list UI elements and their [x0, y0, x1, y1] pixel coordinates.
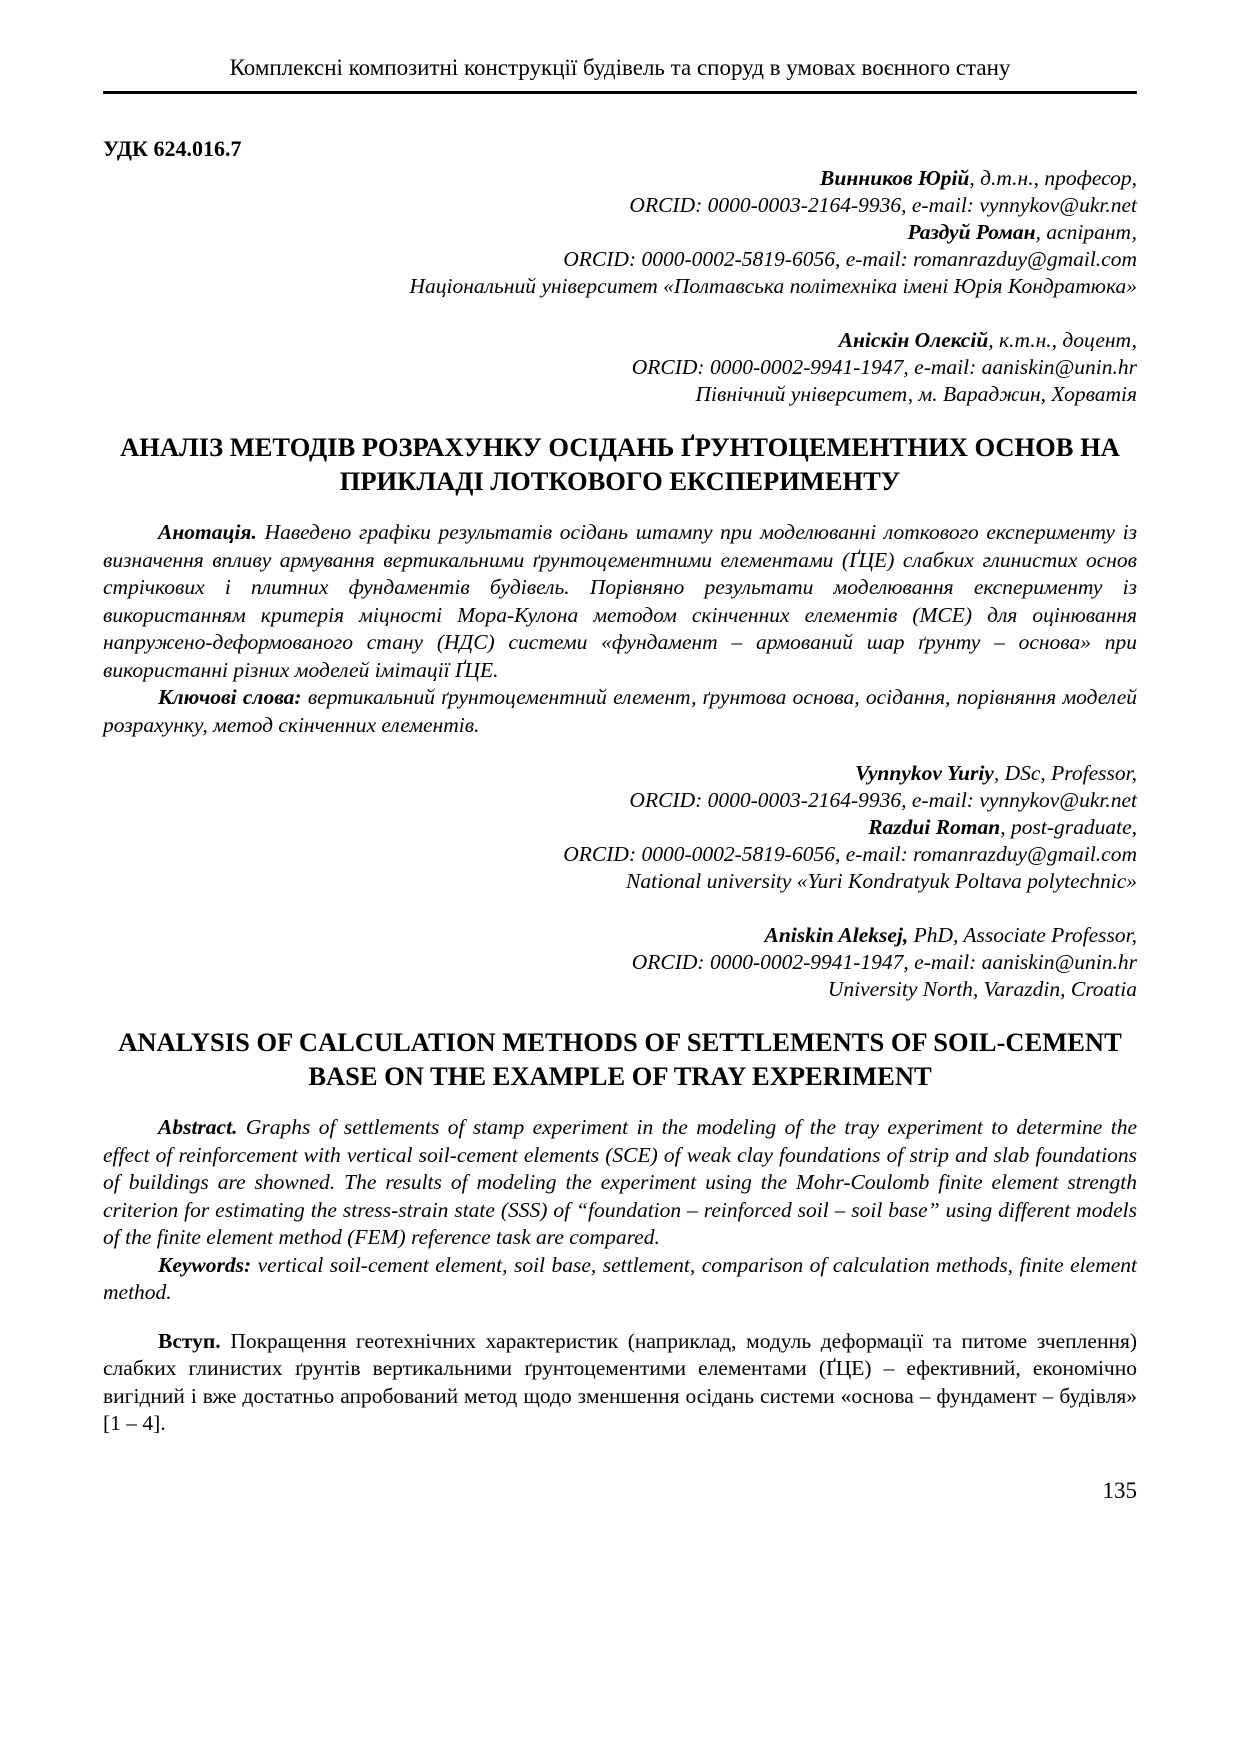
article-title-ua: АНАЛІЗ МЕТОДІВ РОЗРАХУНКУ ОСІДАНЬ ҐРУНТОЦЕМЕНТНИХ ОСНОВ НА ПРИКЛАДІ ЛОТКОВОГО ЕКСПЕРИМЕНТУ — [120, 432, 1120, 496]
affiliation-text: National university «Yuri Kondratyuk Poltava polytechnic» — [626, 869, 1137, 893]
author-orcid-line — [103, 192, 1137, 219]
affiliation-text: Національний університет «Полтавська політехніка імені Юрія Кондратюка» — [409, 274, 1137, 298]
keywords-en-lead: Keywords: — [158, 1252, 252, 1277]
abstract-ua-text: Наведено графіки результатів осідань штампу при моделюванні лоткового експерименту із визначення впливу армування вертикальними ґрунтоцементними елементами (ҐЦЕ) слабких глинистих основ стрічкових і плитних фундаментів будівель. Порівняно результати моделювання експерименту із використанням критерія міцності Мора-Кулона методом скінченних елементів (МСЕ) для оцінювання напружено-деформованого стану (НДС) системи «фундамент – армований шар ґрунту – основа» при використанні різних моделей імітації ҐЦЕ. — [103, 520, 1137, 682]
author-degree: , к.т.н., доцент, — [988, 328, 1137, 352]
introduction-lead: Вступ. — [158, 1328, 221, 1353]
author-affiliation — [103, 273, 1137, 300]
author-line — [103, 219, 1137, 246]
author-name: Razdui Roman — [868, 815, 1001, 839]
author-degree: , DSc, Professor, — [993, 761, 1137, 785]
introduction-paragraph — [103, 1328, 1137, 1438]
author-orcid-email: ORCID: 0000-0002-9941-1947, e-mail: aaniskin@unin.hr — [631, 355, 1137, 379]
author-degree: , д.т.н., професор, — [969, 166, 1137, 190]
author-orcid-line — [103, 787, 1137, 814]
affiliation-text: University North, Varazdin, Croatia — [827, 977, 1137, 1001]
author-name: Aniskin Aleksej, — [764, 923, 909, 947]
abstract-ua — [103, 519, 1137, 684]
introduction-text: Покращення геотехнічних характеристик (наприклад, модуль деформації та питоме зчеплення) слабких глинистих ґрунтів вертикальними ґрунтоцементими елементами (ҐЦЕ) – ефективний, економічно вигідний і вже достатньо апробований метод щодо зменшення осідань системи «основа – фундамент – будівля» [1 – 4]. — [103, 1328, 1137, 1435]
author-degree: , post-graduate, — [1000, 815, 1137, 839]
keywords-ua — [103, 684, 1137, 739]
author-line — [103, 814, 1137, 841]
running-head — [103, 55, 1137, 94]
abstract-ua-lead: Анотація. — [158, 520, 257, 544]
running-head-text: Комплексні композитні конструкції будівель та споруд в умовах воєнного стану — [229, 55, 1011, 80]
abstract-en-text: Graphs of settlements of stamp experiment in the modeling of the tray experiment to determine the effect of reinforcement with vertical soil-cement elements (SCE) of weak clay foundations of strip and slab foundations of buildings are showned. The results of modeling the experiment using the Mohr-Coulomb finite element strength criterion for estimating the stress-strain state (SSS) of “foundation – reinforced soil – soil base” using different models of the finite element method (FEM) reference task are compared. — [103, 1115, 1137, 1249]
author-orcid-line — [103, 246, 1137, 273]
author-affiliation — [103, 381, 1137, 408]
author-affiliation — [103, 868, 1137, 895]
authors-ua-group2 — [103, 327, 1137, 408]
author-name: Vynnykov Yuriy — [855, 761, 994, 785]
author-orcid-line — [103, 841, 1137, 868]
authors-ua-group1 — [103, 165, 1137, 300]
author-degree: PhD, Associate Professor, — [908, 923, 1137, 947]
authors-en-group1 — [103, 760, 1137, 895]
author-name: Винников Юрій — [820, 166, 970, 190]
authors-en-group2 — [103, 922, 1137, 1003]
author-orcid-email: ORCID: 0000-0002-5819-6056, e-mail: romanrazduy@gmail.com — [563, 247, 1137, 271]
author-name: Раздуй Роман — [907, 220, 1036, 244]
article-title-en: ANALYSIS OF CALCULATION METHODS OF SETTLEMENTS OF SOIL-CEMENT BASE ON THE EXAMPLE OF TRAY EXPERIMENT — [118, 1027, 1122, 1091]
keywords-ua-lead: Ключові слова: — [158, 685, 302, 709]
keywords-ua-text: вертикальний ґрунтоцементний елемент, ґрунтова основа, осідання, порівняння моделей розрахунку, метод скінченних елементів. — [103, 685, 1137, 737]
author-affiliation — [103, 976, 1137, 1003]
author-line — [103, 165, 1137, 192]
author-orcid-line — [103, 354, 1137, 381]
author-name: Аніскін Олексій — [838, 328, 989, 352]
author-orcid-line — [103, 949, 1137, 976]
author-orcid-email: ORCID: 0000-0002-5819-6056, e-mail: romanrazduy@gmail.com — [563, 842, 1137, 866]
keywords-en — [103, 1252, 1137, 1307]
author-orcid-email: ORCID: 0000-0003-2164-9936, e-mail: vynnykov@ukr.net — [629, 788, 1137, 812]
author-line — [103, 922, 1137, 949]
abstract-en-lead: Abstract. — [158, 1115, 238, 1139]
abstract-en — [103, 1114, 1137, 1252]
author-degree: , аспірант, — [1035, 220, 1137, 244]
author-line — [103, 327, 1137, 354]
keywords-en-text: vertical soil-cement element, soil base, settlement, comparison of calculation methods, finite element method. — [103, 1252, 1137, 1304]
udc-code: УДК 624.016.7 — [103, 136, 242, 161]
page-number: 135 — [1102, 1478, 1137, 1503]
author-line — [103, 760, 1137, 787]
affiliation-text: Північний університет, м. Вараджин, Хорватія — [695, 382, 1137, 406]
author-orcid-email: ORCID: 0000-0002-9941-1947, e-mail: aaniskin@unin.hr — [631, 950, 1137, 974]
author-orcid-email: ORCID: 0000-0003-2164-9936, e-mail: vynnykov@ukr.net — [629, 193, 1137, 217]
